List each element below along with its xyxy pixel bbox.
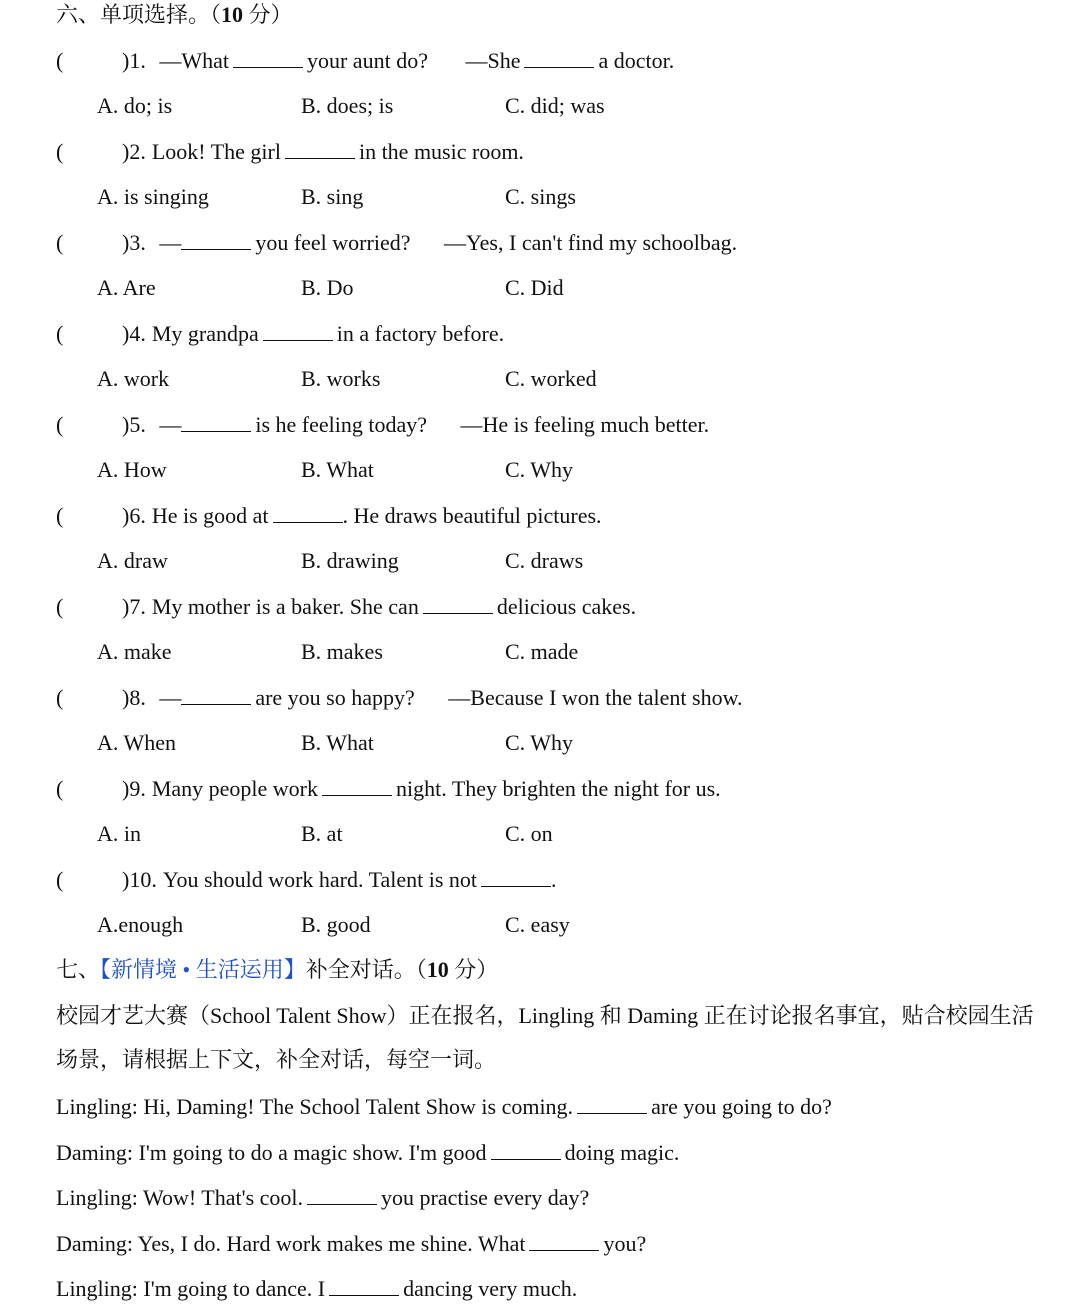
answer-paren: (: [56, 412, 64, 437]
dialog-text: dancing very much.: [403, 1276, 578, 1301]
answer-blank[interactable]: [181, 411, 251, 432]
answer-paren: (: [56, 48, 64, 73]
stem-part: —: [159, 412, 182, 437]
section-7-title-suffix: 分）: [448, 957, 499, 982]
answer-blank[interactable]: [491, 1139, 561, 1160]
stem-part: —: [159, 685, 182, 710]
stem-part: night. They brighten the night for us.: [396, 776, 721, 801]
option-c[interactable]: C. Why: [505, 457, 574, 482]
dialog-line-5: [56, 1274, 577, 1304]
question-9: [0, 774, 1080, 804]
section-7-title-tag: 【新情境 • 生活运用】: [100, 957, 306, 982]
dialog-line-3: [56, 1183, 589, 1213]
dialog-text: Daming: Yes, I do. Hard work makes me shine. What: [56, 1231, 526, 1256]
question-1-options: [0, 91, 1080, 121]
answer-blank[interactable]: [285, 138, 355, 159]
question-number: )9.: [122, 776, 146, 801]
question-5: [0, 410, 1080, 440]
section-7-title-prefix: 七、: [56, 957, 101, 982]
stem-part: —: [159, 230, 182, 255]
dialog-text: Lingling: Wow! That's cool.: [56, 1185, 304, 1210]
question-number: )10.: [122, 867, 157, 892]
option-b[interactable]: B. makes: [301, 639, 383, 664]
question-8: [0, 683, 1080, 713]
option-a[interactable]: A. How: [97, 457, 167, 482]
stem-part: a doctor.: [598, 48, 675, 73]
option-c[interactable]: C. Did: [505, 275, 564, 300]
option-a[interactable]: A. in: [97, 821, 141, 846]
question-6: [0, 501, 1080, 531]
question-stem: [122, 228, 737, 258]
answer-paren: (: [56, 503, 64, 528]
stem-part: —What: [159, 48, 229, 73]
answer-blank[interactable]: [233, 47, 303, 68]
answer-blank[interactable]: [263, 320, 333, 341]
question-number: )8.: [122, 685, 146, 710]
answer-blank[interactable]: [529, 1230, 599, 1251]
question-stem: [122, 501, 602, 531]
question-10-options: [0, 910, 1080, 940]
stem-part: you feel worried?: [255, 230, 411, 255]
question-stem: [122, 592, 636, 622]
section-6-title-points: 10: [221, 2, 244, 27]
answer-paren: (: [56, 139, 64, 164]
question-2-options: [0, 182, 1080, 212]
question-10: [0, 865, 1080, 895]
dialog-text: you practise every day?: [381, 1185, 590, 1210]
stem-part: My mother is a baker. She can: [151, 594, 419, 619]
stem-part: .: [551, 867, 557, 892]
option-a[interactable]: A. draw: [97, 548, 168, 573]
answer-blank[interactable]: [524, 47, 594, 68]
question-number: )2.: [122, 139, 146, 164]
question-1: [0, 46, 1080, 76]
answer-paren: (: [56, 594, 64, 619]
question-5-options: [0, 455, 1080, 485]
question-stem: [122, 137, 524, 167]
section-6-heading: [56, 0, 293, 30]
answer-blank[interactable]: [273, 502, 343, 523]
option-c[interactable]: C. sings: [505, 184, 576, 209]
question-number: )6.: [122, 503, 146, 528]
option-c[interactable]: C. did; was: [505, 93, 605, 118]
section-7-heading: [56, 955, 498, 985]
option-a[interactable]: A. Are: [97, 275, 156, 300]
answer-paren: (: [56, 867, 64, 892]
stem-part: your aunt do?: [306, 48, 428, 73]
dialog-text: Daming: I'm going to do a magic show. I'm good: [56, 1140, 487, 1165]
section-6-title-suffix: 分）: [243, 2, 293, 27]
question-3-options: [0, 273, 1080, 303]
question-number: )3.: [122, 230, 146, 255]
dialog-line-1: [56, 1092, 832, 1122]
question-2: [0, 137, 1080, 167]
answer-blank[interactable]: [322, 775, 392, 796]
dialog-text: are you going to do?: [651, 1094, 832, 1119]
option-a[interactable]: A. work: [97, 366, 170, 391]
option-c[interactable]: C. worked: [505, 366, 597, 391]
question-stem: [122, 410, 709, 440]
section-7-title-points: 10: [426, 957, 449, 982]
dialog-line-2: [56, 1138, 679, 1168]
answer-blank[interactable]: [481, 866, 551, 887]
stem-part: Look! The girl: [151, 139, 281, 164]
stem-part: . He draws beautiful pictures.: [342, 503, 602, 528]
stem-part: —She: [465, 48, 521, 73]
section-7-title-mid: 补全对话。（: [305, 957, 427, 982]
question-stem: [122, 865, 557, 895]
option-b[interactable]: B. does; is: [301, 93, 394, 118]
section-6-title-prefix: 六、单项选择。（: [56, 2, 222, 27]
option-c[interactable]: C. draws: [505, 548, 584, 573]
option-b[interactable]: B. What: [301, 730, 374, 755]
option-c[interactable]: C. easy: [505, 912, 570, 937]
option-a[interactable]: A. make: [97, 639, 172, 664]
answer-blank[interactable]: [329, 1275, 399, 1296]
option-b[interactable]: B. drawing: [301, 548, 399, 573]
question-6-options: [0, 546, 1080, 576]
answer-blank[interactable]: [577, 1093, 647, 1114]
option-b[interactable]: B. at: [301, 821, 343, 846]
answer-paren: (: [56, 685, 64, 710]
question-7-options: [0, 637, 1080, 667]
stem-part: in the music room.: [358, 139, 524, 164]
answer-paren: (: [56, 776, 64, 801]
question-number: )4.: [122, 321, 146, 346]
question-stem: [122, 319, 504, 349]
question-8-options: [0, 728, 1080, 758]
question-stem: [122, 683, 743, 713]
option-a[interactable]: A. is singing: [97, 184, 209, 209]
answer-blank[interactable]: [181, 684, 251, 705]
answer-blank[interactable]: [307, 1184, 377, 1205]
option-b[interactable]: B. What: [301, 457, 374, 482]
option-b[interactable]: B. sing: [301, 184, 364, 209]
option-b[interactable]: B. good: [301, 912, 371, 937]
dialog-line-4: [56, 1229, 646, 1259]
question-number: )5.: [122, 412, 146, 437]
option-b[interactable]: B. works: [301, 366, 381, 391]
stem-part: You should work hard. Talent is not: [162, 867, 478, 892]
question-3: [0, 228, 1080, 258]
answer-blank[interactable]: [423, 593, 493, 614]
dialog-text: doing magic.: [564, 1140, 680, 1165]
stem-part: He is good at: [151, 503, 269, 528]
option-a[interactable]: A. When: [97, 730, 177, 755]
stem-part: —Yes, I can't find my schoolbag.: [443, 230, 738, 255]
option-a[interactable]: A.enough: [97, 912, 184, 937]
question-4-options: [0, 364, 1080, 394]
option-b[interactable]: B. Do: [301, 275, 354, 300]
question-stem: [122, 46, 674, 76]
stem-part: Many people work: [151, 776, 319, 801]
section-7-instructions: 校园才艺大赛（School Talent Show）正在报名，Lingling 和 Daming 正在讨论报名事宜，贴合校园生活场景，请根据上下文，补全对话，每空一词。: [56, 1003, 1034, 1072]
stem-part: —He is feeling much better.: [460, 412, 710, 437]
answer-paren: (: [56, 230, 64, 255]
option-c[interactable]: C. made: [505, 639, 579, 664]
stem-part: —Because I won the talent show.: [448, 685, 743, 710]
stem-part: is he feeling today?: [255, 412, 427, 437]
dialog-text: Lingling: I'm going to dance. I: [56, 1276, 326, 1301]
question-stem: [122, 774, 721, 804]
question-7: [0, 592, 1080, 622]
stem-part: in a factory before.: [336, 321, 505, 346]
question-4: [0, 319, 1080, 349]
stem-part: delicious cakes.: [496, 594, 637, 619]
option-a[interactable]: A. do; is: [97, 93, 173, 118]
stem-part: My grandpa: [151, 321, 259, 346]
question-number: )7.: [122, 594, 146, 619]
stem-part: are you so happy?: [255, 685, 415, 710]
dialog-text: you?: [603, 1231, 647, 1256]
option-c[interactable]: C. Why: [505, 730, 574, 755]
option-c[interactable]: C. on: [505, 821, 553, 846]
question-number: )1.: [122, 48, 146, 73]
answer-blank[interactable]: [181, 229, 251, 250]
question-9-options: [0, 819, 1080, 849]
dialog-text: Lingling: Hi, Daming! The School Talent Show is coming.: [56, 1094, 574, 1119]
answer-paren: (: [56, 321, 64, 346]
